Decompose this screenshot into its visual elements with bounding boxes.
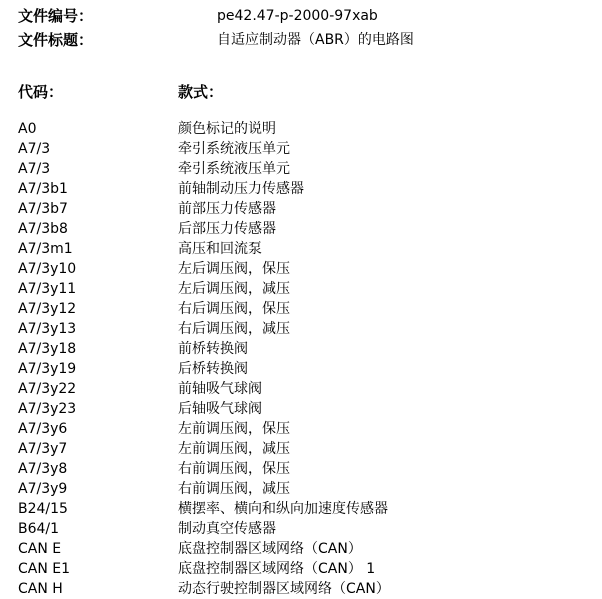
row-description: 右后调压阀，减压 bbox=[178, 321, 290, 337]
table-row bbox=[18, 519, 588, 539]
row-description: 左前调压阀，保压 bbox=[178, 421, 290, 437]
file-number-value: pe42.47-p-2000-97xab bbox=[217, 8, 378, 24]
row-code: B64/1 bbox=[18, 521, 60, 537]
row-code: A7/3y8 bbox=[18, 461, 68, 477]
table-row bbox=[18, 539, 588, 559]
row-description: 前轴制动压力传感器 bbox=[178, 181, 304, 197]
file-number-row bbox=[18, 6, 588, 26]
table-row bbox=[18, 139, 588, 159]
row-code: A7/3y12 bbox=[18, 301, 77, 317]
row-code: B24/15 bbox=[18, 501, 68, 517]
row-description: 动态行驶控制器区域网络（CAN） bbox=[178, 581, 390, 597]
table-row bbox=[18, 579, 588, 599]
row-description: 前部压力传感器 bbox=[178, 201, 276, 217]
table-row bbox=[18, 499, 588, 519]
table-row bbox=[18, 179, 588, 199]
row-description: 右后调压阀，保压 bbox=[178, 301, 290, 317]
row-code: A7/3y18 bbox=[18, 341, 77, 357]
table-row bbox=[18, 319, 588, 339]
row-code: CAN E bbox=[18, 541, 62, 557]
table-row bbox=[18, 339, 588, 359]
table-row bbox=[18, 199, 588, 219]
table-row bbox=[18, 399, 588, 419]
table-row bbox=[18, 479, 588, 499]
row-description: 底盘控制器区域网络（CAN） 1 bbox=[178, 561, 376, 577]
table-row bbox=[18, 239, 588, 259]
legend-table bbox=[18, 119, 588, 599]
row-code: A7/3y13 bbox=[18, 321, 77, 337]
row-description: 右前调压阀，减压 bbox=[178, 481, 290, 497]
row-code: A7/3 bbox=[18, 161, 51, 177]
row-description: 牵引系统液压单元 bbox=[178, 161, 290, 177]
row-code: CAN H bbox=[18, 581, 63, 597]
table-row bbox=[18, 559, 588, 579]
row-code: A7/3y9 bbox=[18, 481, 68, 497]
row-description: 底盘控制器区域网络（CAN） bbox=[178, 541, 362, 557]
table-row bbox=[18, 439, 588, 459]
row-description: 右前调压阀，保压 bbox=[178, 461, 290, 477]
file-number-label: 文件编号： bbox=[18, 7, 94, 25]
row-description: 后部压力传感器 bbox=[178, 221, 276, 237]
row-description: 后桥转换阀 bbox=[178, 361, 248, 377]
table-row bbox=[18, 219, 588, 239]
row-code: A7/3y19 bbox=[18, 361, 77, 377]
row-description: 高压和回流泵 bbox=[178, 241, 262, 257]
row-code: A7/3y11 bbox=[18, 281, 77, 297]
table-row bbox=[18, 259, 588, 279]
row-code: A0 bbox=[18, 121, 37, 137]
file-title-row bbox=[18, 30, 588, 50]
row-code: A7/3y23 bbox=[18, 401, 77, 417]
row-description: 横摆率、横向和纵向加速度传感器 bbox=[178, 501, 388, 517]
row-code: A7/3y22 bbox=[18, 381, 77, 397]
row-description: 左后调压阀，保压 bbox=[178, 261, 290, 277]
table-row bbox=[18, 119, 588, 139]
row-description: 前轴吸气球阀 bbox=[178, 381, 262, 397]
row-description: 制动真空传感器 bbox=[178, 521, 276, 537]
row-description: 左前调压阀，减压 bbox=[178, 441, 290, 457]
table-row bbox=[18, 419, 588, 439]
row-description: 后轴吸气球阀 bbox=[178, 401, 262, 417]
row-description: 牵引系统液压单元 bbox=[178, 141, 290, 157]
row-code: CAN E1 bbox=[18, 561, 71, 577]
row-description: 左后调压阀，减压 bbox=[178, 281, 290, 297]
row-description: 颜色标记的说明 bbox=[178, 121, 276, 137]
row-code: A7/3b7 bbox=[18, 201, 68, 217]
row-code: A7/3m1 bbox=[18, 241, 73, 257]
code-column-header: 代码： bbox=[18, 83, 64, 101]
table-row bbox=[18, 459, 588, 479]
file-title-value: 自适应制动器（ABR）的电路图 bbox=[217, 32, 414, 48]
table-row bbox=[18, 299, 588, 319]
table-row bbox=[18, 279, 588, 299]
row-description: 前桥转换阀 bbox=[178, 341, 248, 357]
row-code: A7/3y6 bbox=[18, 421, 68, 437]
file-title-label: 文件标题： bbox=[18, 31, 94, 49]
row-code: A7/3y7 bbox=[18, 441, 68, 457]
row-code: A7/3b8 bbox=[18, 221, 68, 237]
description-column-header: 款式： bbox=[178, 83, 224, 101]
row-code: A7/3 bbox=[18, 141, 51, 157]
row-code: A7/3b1 bbox=[18, 181, 68, 197]
table-row bbox=[18, 359, 588, 379]
table-row bbox=[18, 379, 588, 399]
table-row bbox=[18, 159, 588, 179]
row-code: A7/3y10 bbox=[18, 261, 77, 277]
